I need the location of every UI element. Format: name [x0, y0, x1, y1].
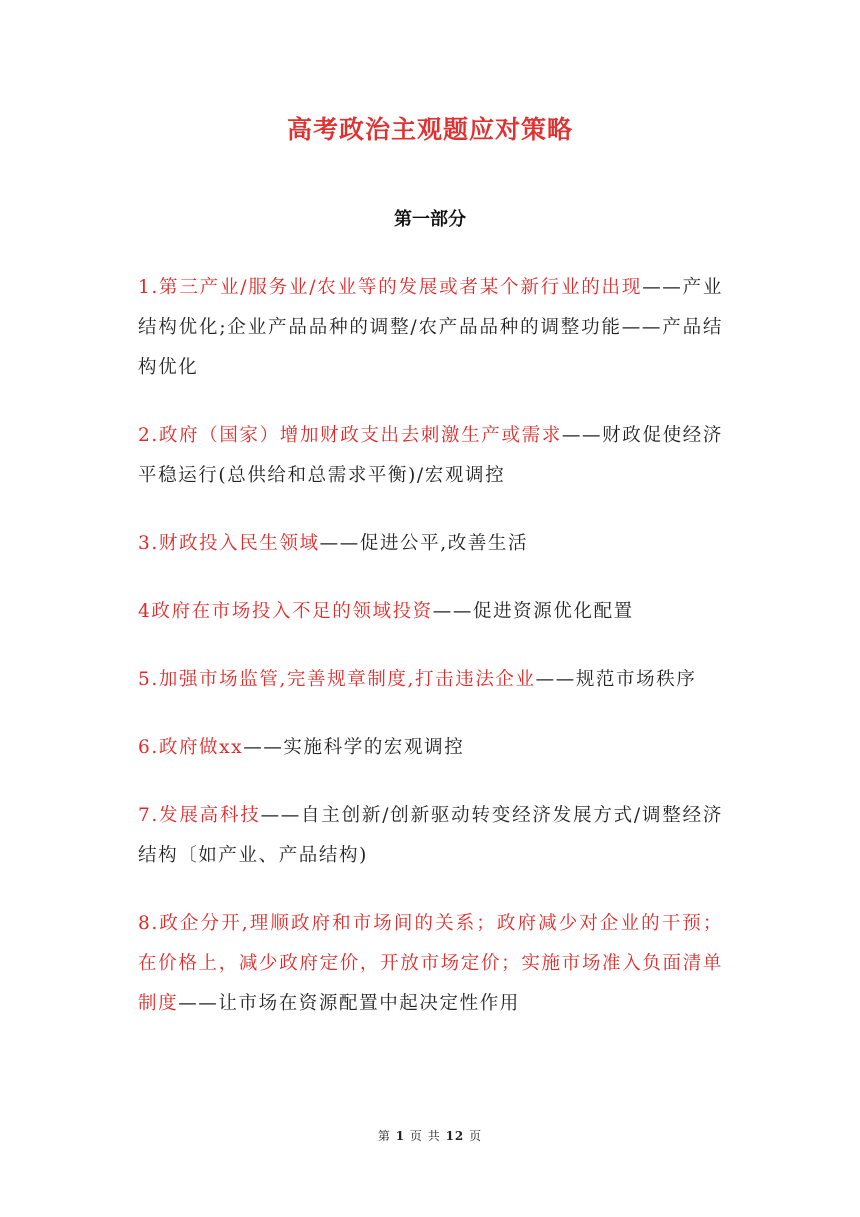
- list-item: [138, 416, 723, 496]
- item-meaning: ——财政促使经济平稳运行(总供给和总需求平衡)/宏观调控: [138, 425, 723, 486]
- item-condition: 7.发展高科技: [138, 805, 261, 826]
- item-condition: 8.政企分开,理顺政府和市场间的关系；政府减少对企业的干预；在价格上，减少政府定价，开放市场定价；实施市场准入负面清单制度: [138, 913, 723, 1014]
- current-page-number: 1: [395, 1129, 406, 1143]
- section-heading: 第一部分: [394, 209, 466, 230]
- item-meaning: ——实施科学的宏观调控: [243, 737, 465, 758]
- item-condition: 2.政府（国家）增加财政支出去刺激生产或需求: [138, 425, 562, 446]
- footer-prefix: 第: [377, 1129, 391, 1143]
- item-meaning: ——促进公平,改善生活: [319, 533, 529, 554]
- item-meaning: ——产业结构优化;企业产品品种的调整/农产品品种的调整功能——产品结构优化: [138, 277, 723, 378]
- footer-suffix: 页: [469, 1129, 483, 1143]
- list-item: [138, 524, 723, 564]
- total-page-count: 12: [445, 1129, 465, 1143]
- item-condition: 1.第三产业/服务业/农业等的发展或者某个新行业的出现: [138, 277, 643, 298]
- item-meaning: ——规范市场秩序: [535, 669, 697, 690]
- item-condition: 6.政府做xx: [138, 737, 244, 758]
- item-condition: 4政府在市场投入不足的领域投资: [138, 601, 433, 622]
- list-item: [138, 592, 723, 632]
- page-title: 高考政治主观题应对策略: [286, 115, 573, 144]
- list-item: [138, 728, 723, 768]
- list-item: [138, 904, 723, 1024]
- item-condition: 3.财政投入民生领域: [138, 533, 320, 554]
- footer-middle: 页 共: [409, 1129, 441, 1143]
- item-meaning: ——让市场在资源配置中起决定性作用: [178, 993, 520, 1014]
- list-item: [138, 660, 723, 700]
- item-condition: 5.加强市场监管,完善规章制度,打击违法企业: [138, 669, 536, 690]
- list-item: [138, 796, 723, 876]
- list-item: [138, 268, 723, 388]
- page-footer: [0, 1127, 860, 1144]
- point-list: [138, 268, 723, 1052]
- item-meaning: ——自主创新/创新驱动转变经济发展方式/调整经济结构〔如产业、产品结构): [138, 805, 723, 866]
- item-meaning: ——促进资源优化配置: [432, 601, 634, 622]
